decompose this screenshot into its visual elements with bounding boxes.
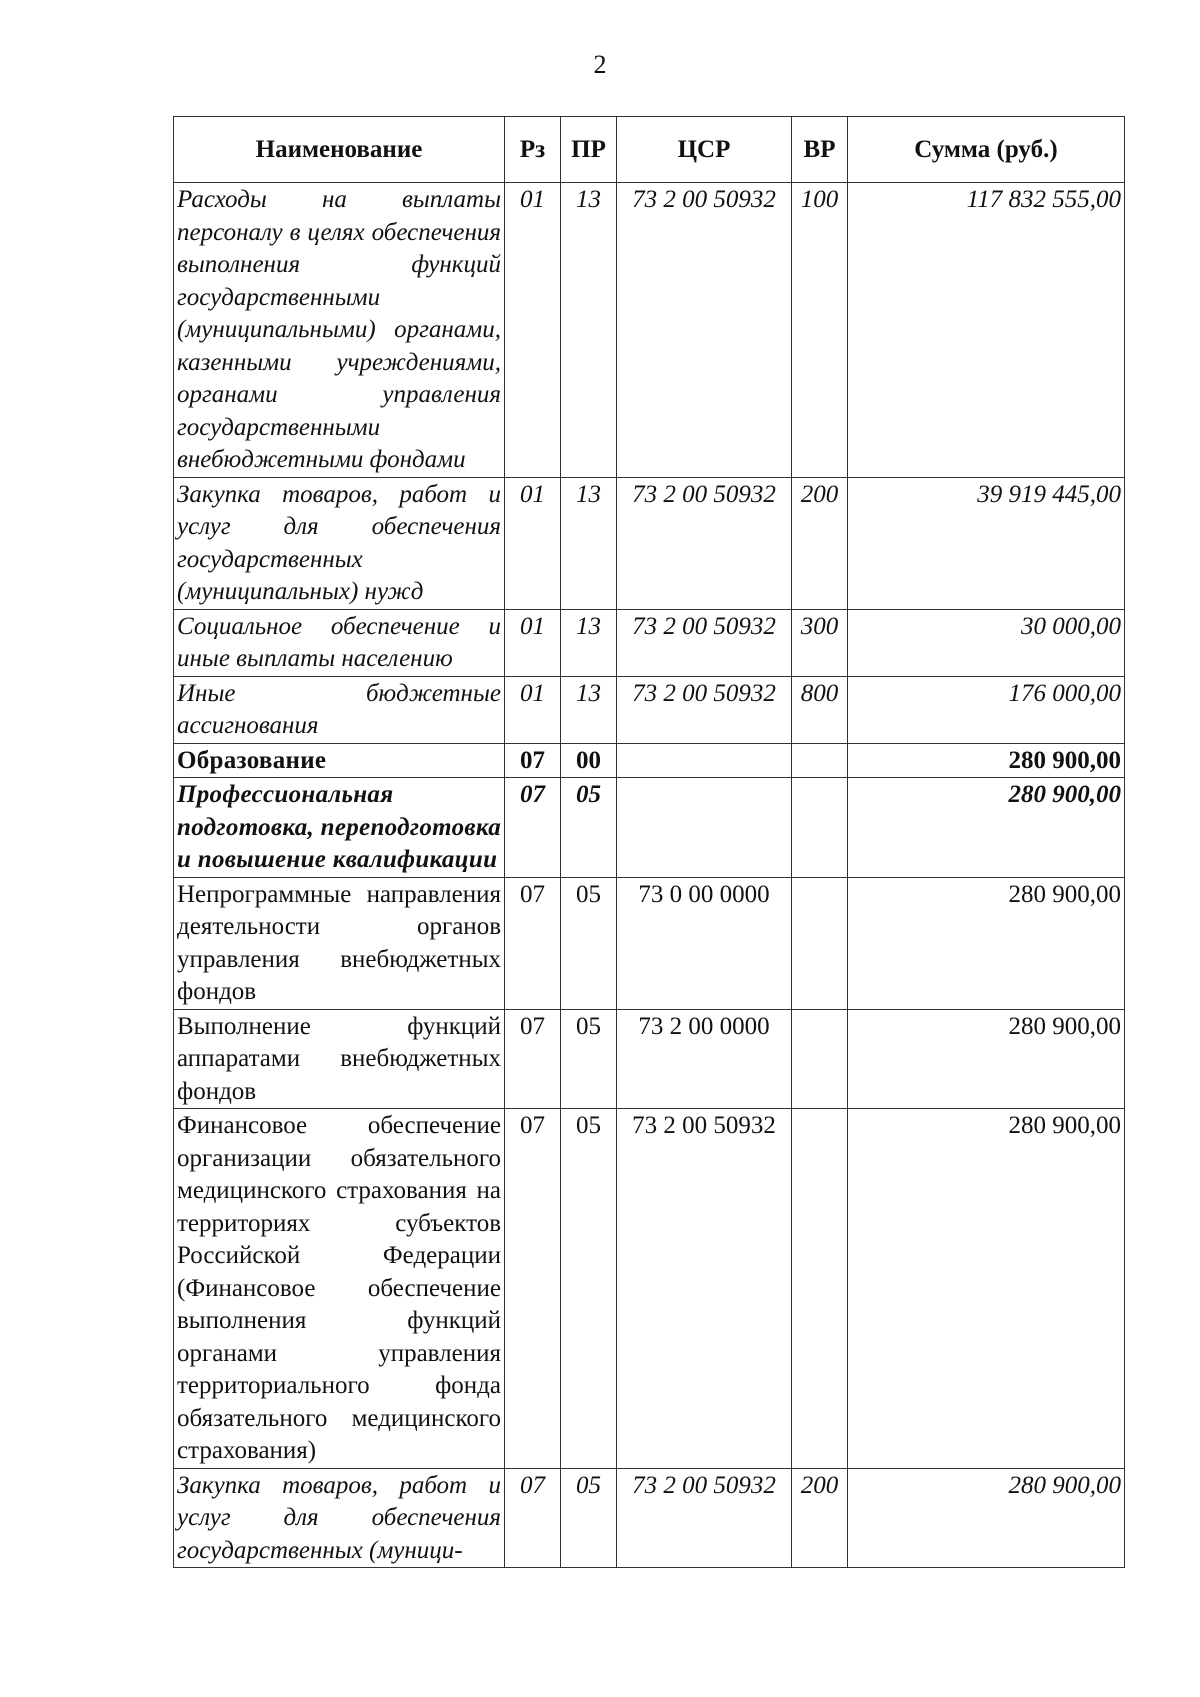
row-name: Социальное обеспечение и иные выплаты населению xyxy=(174,609,505,676)
row-rz: 01 xyxy=(505,183,561,478)
row-sum: 280 900,00 xyxy=(848,1009,1125,1109)
table-row xyxy=(174,1109,1125,1469)
row-sum: 117 832 555,00 xyxy=(848,183,1125,478)
row-csr: 73 2 00 50932 xyxy=(617,1468,792,1568)
row-vr: 800 xyxy=(792,676,848,743)
row-vr xyxy=(792,778,848,878)
row-name: Закупка товаров, работ и услуг для обеспечения государственных (муниципальных) нужд xyxy=(174,477,505,609)
row-vr: 300 xyxy=(792,609,848,676)
row-csr xyxy=(617,743,792,778)
row-pr: 00 xyxy=(561,743,617,778)
row-vr xyxy=(792,743,848,778)
row-name: Непрограммные направления деятельности органов управления внебюджетных фондов xyxy=(174,877,505,1009)
row-vr: 100 xyxy=(792,183,848,478)
header-name: Наименование xyxy=(174,117,505,183)
row-vr xyxy=(792,1109,848,1469)
row-pr: 13 xyxy=(561,676,617,743)
row-csr: 73 2 00 50932 xyxy=(617,183,792,478)
table-row xyxy=(174,778,1125,878)
row-pr: 05 xyxy=(561,778,617,878)
row-csr xyxy=(617,778,792,878)
row-pr: 05 xyxy=(561,877,617,1009)
table-header-row xyxy=(174,117,1125,183)
row-sum: 280 900,00 xyxy=(848,1109,1125,1469)
page-number: 2 xyxy=(593,50,607,79)
row-vr: 200 xyxy=(792,477,848,609)
row-csr: 73 0 00 0000 xyxy=(617,877,792,1009)
row-name: Образование xyxy=(174,743,505,778)
header-pr: ПР xyxy=(561,117,617,183)
row-name: Иные бюджетные ассигнования xyxy=(174,676,505,743)
row-sum: 280 900,00 xyxy=(848,1468,1125,1568)
header-csr: ЦСР xyxy=(617,117,792,183)
row-rz: 07 xyxy=(505,877,561,1009)
row-rz: 07 xyxy=(505,743,561,778)
header-sum: Сумма (руб.) xyxy=(848,117,1125,183)
table-row xyxy=(174,743,1125,778)
table-row xyxy=(174,477,1125,609)
row-vr xyxy=(792,1009,848,1109)
row-rz: 07 xyxy=(505,1468,561,1568)
row-name: Профессиональная подготовка, переподготовка и повышение квалификации xyxy=(174,778,505,878)
row-rz: 01 xyxy=(505,609,561,676)
row-pr: 13 xyxy=(561,609,617,676)
row-pr: 13 xyxy=(561,477,617,609)
table-row xyxy=(174,1009,1125,1109)
row-csr: 73 2 00 50932 xyxy=(617,676,792,743)
row-csr: 73 2 00 0000 xyxy=(617,1009,792,1109)
row-pr: 13 xyxy=(561,183,617,478)
table-row xyxy=(174,1468,1125,1568)
row-sum: 39 919 445,00 xyxy=(848,477,1125,609)
row-csr: 73 2 00 50932 xyxy=(617,1109,792,1469)
row-csr: 73 2 00 50932 xyxy=(617,609,792,676)
row-name: Закупка товаров, работ и услуг для обеспечения государственных (муници- xyxy=(174,1468,505,1568)
row-rz: 01 xyxy=(505,477,561,609)
row-sum: 280 900,00 xyxy=(848,743,1125,778)
row-rz: 07 xyxy=(505,1109,561,1469)
table-row xyxy=(174,609,1125,676)
row-rz: 07 xyxy=(505,1009,561,1109)
row-name: Финансовое обеспечение организации обязательного медицинского страхования на территориях субъектов Российской Федерации (Финансовое обеспечение выполнения функций органами управления территориального фонда обязательного медицинского страхования) xyxy=(174,1109,505,1469)
row-sum: 280 900,00 xyxy=(848,877,1125,1009)
table-row xyxy=(174,676,1125,743)
header-vr: ВР xyxy=(792,117,848,183)
row-sum: 280 900,00 xyxy=(848,778,1125,878)
row-rz: 07 xyxy=(505,778,561,878)
row-csr: 73 2 00 50932 xyxy=(617,477,792,609)
row-pr: 05 xyxy=(561,1109,617,1469)
row-name: Расходы на выплаты персоналу в целях обеспечения выполнения функций государственными (муниципальными) органами, казенными учреждениями, органами управления государственными внебюджетными фондами xyxy=(174,183,505,478)
header-rz: Рз xyxy=(505,117,561,183)
row-vr: 200 xyxy=(792,1468,848,1568)
row-vr xyxy=(792,877,848,1009)
row-sum: 30 000,00 xyxy=(848,609,1125,676)
table-row xyxy=(174,183,1125,478)
table-row xyxy=(174,877,1125,1009)
row-pr: 05 xyxy=(561,1009,617,1109)
row-name: Выполнение функций аппаратами внебюджетных фондов xyxy=(174,1009,505,1109)
row-pr: 05 xyxy=(561,1468,617,1568)
budget-table xyxy=(173,116,1125,1568)
row-rz: 01 xyxy=(505,676,561,743)
row-sum: 176 000,00 xyxy=(848,676,1125,743)
